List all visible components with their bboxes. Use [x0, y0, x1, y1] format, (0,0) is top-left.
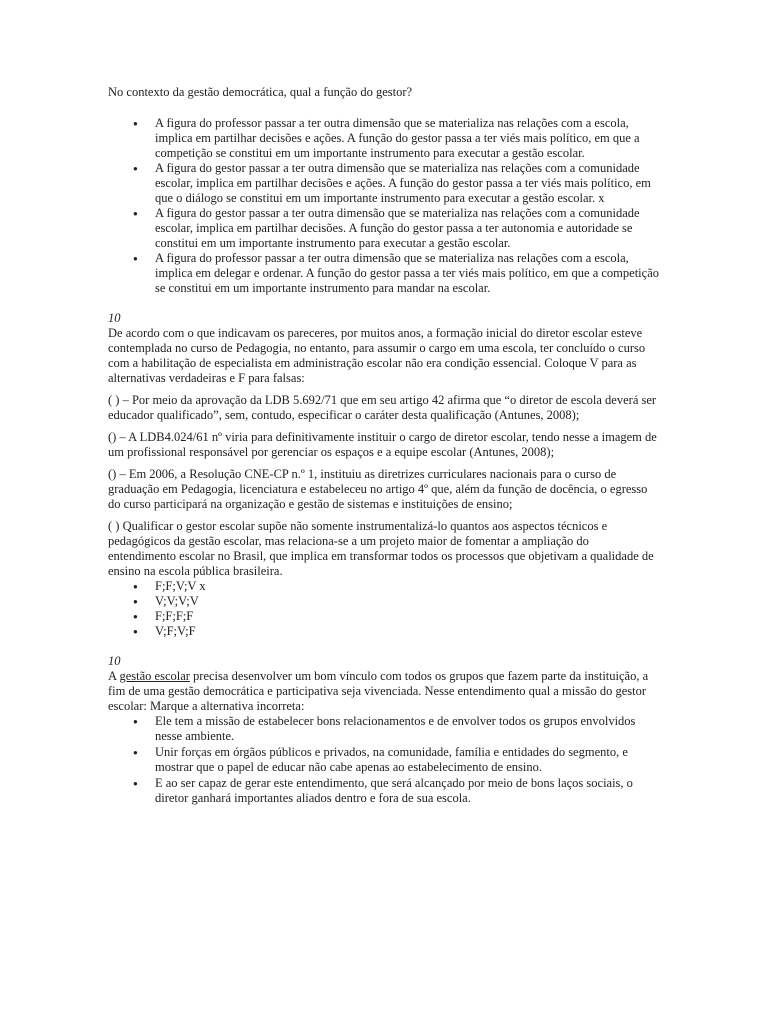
question-1-option-a: ● A figura do professor passar a ter outra dimensão que se materializa nas relações com a escola, implica em partilhar decisões e ações. A função do gestor passa a ter viés mais político, em que a competição se constitui em um importante instrumento para executar a gestão escolar.	[155, 116, 660, 161]
question-3-intro-lead: A	[108, 669, 120, 683]
question-2-intro: De acordo com o que indicavam os pareceres, por muitos anos, a formação inicial do diretor escolar esteve contemplada no curso de Pedagogia, no entanto, para assumir o cargo em uma escola, ter concluído o curso com a habilitação de especialista em administração escolar não era condição essencial. Coloque V para as alternativas verdadeiras e F para falsas:	[108, 326, 646, 385]
question-2-statement-1: ( ) – Por meio da aprovação da LDB 5.692/71 que em seu artigo 42 afirma que “o diretor de escola deverá ser educador qualificado”, sem, contudo, especificar o caráter desta qualificação (Antunes, 2008);	[108, 393, 657, 422]
question-2-option-a: ● F;F;V;V x	[155, 579, 660, 594]
question-1-options	[108, 116, 660, 296]
gestao-escolar-link[interactable]: gestão escolar	[119, 669, 190, 683]
question-1-option-d: ● A figura do professor passar a ter outra dimensão que se materializa nas relações com a escola, implica em delegar e ordenar. A função do gestor passa a ter viés mais político, em que a competição se constitui em um importante instrumento para mandar na escolar.	[155, 251, 660, 296]
question-2-option-c: ● F;F;F;F	[155, 609, 660, 624]
question-3-intro	[108, 669, 660, 714]
question-3-option-a: ● Ele tem a missão de estabelecer bons relacionamentos e de envolver todos os grupos envolvidos nesse ambiente.	[155, 714, 660, 744]
question-1-option-c: ● A figura do gestor passar a ter outra dimensão que se materializa nas relações com a comunidade escolar, implica em partilhar decisões. A função do gestor passa a ter autonomia e autoridade se constitui em um importante instrumento para executar a gestão escolar.	[155, 206, 660, 251]
question-3-intro-rest: precisa desenvolver um bom vínculo com todos os grupos que fazem parte da instituição, a fim de uma gestão democrática e participativa seja vivenciada. Nesse entendimento qual a missão do gestor escolar: Marque a alternativa incorreta:	[108, 669, 649, 713]
question-3-options	[108, 714, 660, 806]
question-2-statement-2: () – A LDB4.024/61 nº viria para definitivamente instituir o cargo de diretor escolar, tendo nesse a imagem de um profissional responsável por gerenciar os espaços e a equipe escolar (Antunes, 2008);	[108, 430, 657, 459]
question-3-option-c: ● E ao ser capaz de gerar este entendimento, que será alcançado por meio de bons laços sociais, o diretor ganhará importantes aliados dentro e fora de sua escola.	[155, 776, 660, 806]
document-page	[108, 85, 660, 807]
question-2-statement-3: () – Em 2006, a Resolução CNE-CP n.º 1, instituiu as diretrizes curriculares nacionais para o curso de graduação em Pedagogia, licenciatura e estabeleceu no artigo 4º que, além da função de docência, o egresso do curso participará na organização e gestão de sistemas e instituições de ensino;	[108, 467, 648, 511]
question-2-statement-4: ( ) Qualificar o gestor escolar supõe não somente instrumentalizá-lo quantos aos aspectos técnicos e pedagógicos da gestão escolar, mas relaciona-se a um projeto maior de fomentar a ampliação do entendimento escolar no Brasil, que implica em transformar todos os processos que objetivam a qualidade de ensino na escola pública brasileira.	[108, 519, 654, 578]
question-1-option-b: ● A figura do gestor passar a ter outra dimensão que se materializa nas relações com a comunidade escolar, implica em partilhar decisões e ações. A função do gestor passa a ter viés mais político, em que o diálogo se constitui em um importante instrumento para executar a gestão escolar. x	[155, 161, 660, 206]
question-3-option-b: ● Unir forças em órgãos públicos e privados, na comunidade, família e entidades do segmento, e mostrar que o papel de educar não cabe apenas ao estabelecimento de ensino.	[155, 745, 660, 775]
question-2-option-d: ● V;F;V;F	[155, 624, 660, 639]
question-2-options	[108, 579, 660, 639]
question-1-title: No contexto da gestão democrática, qual a função do gestor?	[108, 85, 413, 99]
question-2-number: 10	[108, 311, 121, 325]
question-3-number: 10	[108, 654, 121, 668]
question-2-option-b: ● V;V;V;V	[155, 594, 660, 609]
